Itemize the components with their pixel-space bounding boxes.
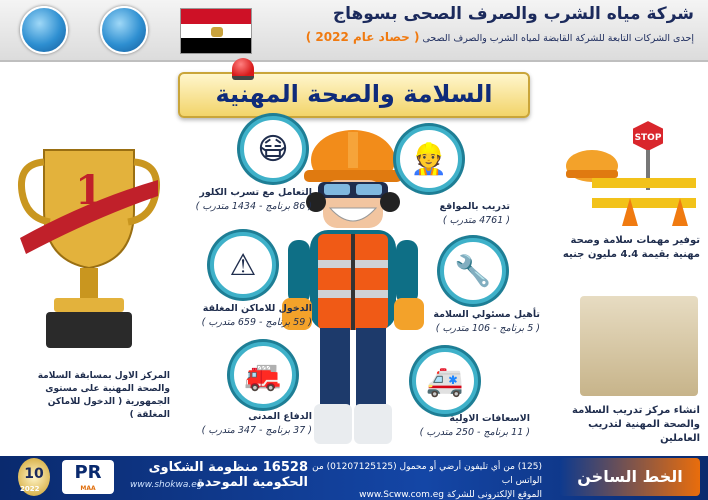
complaints-name: منظومة الشكاوى الحكومية الموحدة bbox=[148, 460, 308, 490]
chlorine-title: التعامل مع تسرب الكلور bbox=[199, 187, 312, 198]
harvest-year-label: ( حصاد عام 2022 ) bbox=[305, 30, 420, 44]
hotline-banner: الخط الساخن bbox=[560, 458, 700, 496]
subtitle-text: إحدى الشركات التابعة للشركة القابضة لمياه الشرب والصرف الصحى bbox=[422, 33, 694, 44]
officers-stat: ( 5 برنامج - 106 متدرب ) bbox=[435, 323, 540, 334]
siren-light-icon bbox=[232, 58, 254, 80]
badge-year: 2022 bbox=[20, 485, 40, 493]
first-aid-label bbox=[400, 412, 530, 440]
company-logo-icon bbox=[20, 6, 68, 54]
page-title-banner bbox=[178, 72, 530, 118]
contact-phones: (125) من أي تليفون أرضي أو محمول (01207125125) من الواتس اب bbox=[312, 462, 542, 486]
stop-sign-label: STOP bbox=[634, 133, 662, 143]
complaints-website-link[interactable]: www.shokwa.eg bbox=[130, 480, 203, 490]
officers-title: تأهيل مسئولي السلامة bbox=[433, 309, 540, 320]
company-subtitle bbox=[306, 30, 694, 44]
gas-mask-icon: 😷 bbox=[240, 116, 306, 182]
equipment-caption: توفير مهمات سلامة وصحة مهنية بقيمة 4.4 مليون جنيه bbox=[562, 235, 700, 260]
warning-icon: ⚠ bbox=[210, 232, 276, 298]
firstaid-title: الاسعافات الاولية bbox=[449, 413, 530, 424]
complaints-number: 16528 bbox=[262, 460, 308, 475]
safety-equipment-illustration bbox=[562, 118, 702, 230]
confined-stat: ( 59 برنامج - 659 متدرب ) bbox=[201, 317, 312, 328]
chlorine-leak-label bbox=[172, 186, 312, 214]
helmet-worker-icon: 👷 bbox=[396, 126, 462, 192]
contact-info bbox=[312, 460, 542, 500]
trophy-rank: 1 bbox=[75, 167, 103, 214]
page-title: السلامة والصحة المهنية bbox=[215, 80, 493, 108]
training-center-image bbox=[580, 296, 698, 396]
site-training-label bbox=[400, 200, 510, 228]
company-title: شركة مياه الشرب والصرف الصحى بسوهاج bbox=[332, 4, 694, 24]
trophy-icon bbox=[14, 140, 164, 360]
safety-officers-label bbox=[400, 308, 540, 336]
egypt-flag-icon bbox=[180, 8, 252, 54]
company-website-link[interactable]: الموقع الإلكترونى للشركة www.Scww.com.eg bbox=[359, 490, 542, 500]
chlorine-stat: ( 86 برنامج - 1434 متدرب ) bbox=[195, 201, 312, 212]
fire-truck-icon: 🚒 bbox=[230, 342, 296, 408]
firstaid-stat: ( 11 برنامج - 250 متدرب ) bbox=[419, 427, 530, 438]
pr-logo-text: PR bbox=[74, 462, 102, 483]
first-aid-icon: 🚑 bbox=[412, 348, 478, 414]
training-center-caption: انشاء مركز تدريب السلامة والصحة المهنية لتدريب العاملين bbox=[572, 405, 700, 444]
sites-stat: ( 4761 متدرب ) bbox=[442, 215, 510, 226]
pr-logo-sub: MAA bbox=[80, 485, 96, 492]
sites-title: تدريب بالمواقع bbox=[439, 201, 510, 212]
civil-title: الدفاع المدنى bbox=[248, 411, 312, 422]
holding-company-logo-icon bbox=[100, 6, 148, 54]
badge-number: 10 bbox=[24, 466, 44, 482]
trophy-caption: المركز الاول بمسابقة السلامة والصحة المهنية على مستوى الجمهورية ( الدخول للاماكن المغلقة ) bbox=[37, 371, 170, 420]
worker-icon: 🔧 bbox=[440, 238, 506, 304]
civil-stat: ( 37 برنامج - 347 متدرب ) bbox=[201, 425, 312, 436]
confined-title: الدخول للاماكن المغلقة bbox=[202, 303, 312, 314]
confined-spaces-label bbox=[172, 302, 312, 330]
anniversary-badge-icon bbox=[18, 458, 50, 496]
civil-defense-label bbox=[182, 410, 312, 438]
pr-logo bbox=[62, 460, 114, 494]
